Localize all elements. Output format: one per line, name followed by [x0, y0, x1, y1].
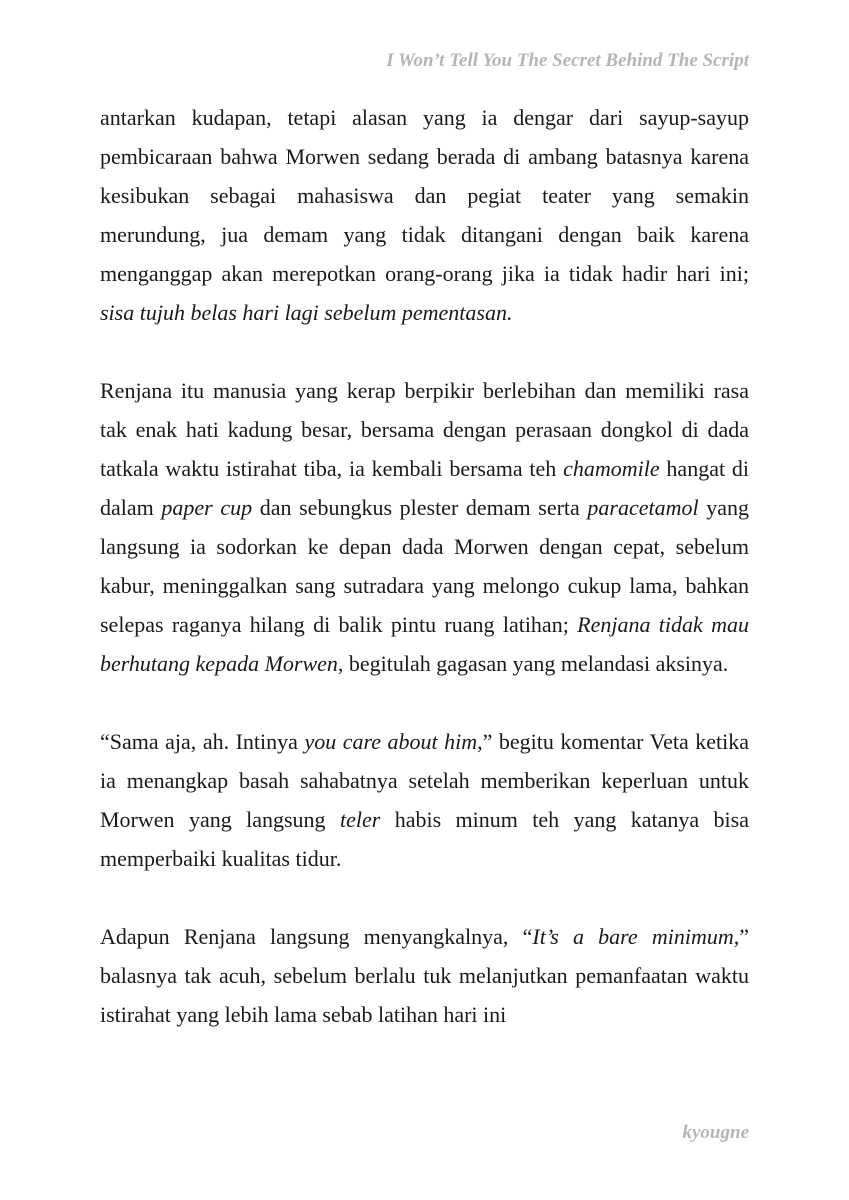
- text-segment: Adapun Renjana langsung menyangkalnya, “: [100, 924, 533, 949]
- text-segment: habis minum teh yang katanya bisa memperbaiki kualitas tidur.: [100, 807, 749, 871]
- text-segment: , begitulah gagasan yang melandasi aksinya.: [337, 651, 729, 676]
- text-segment: ,” begitu komentar Veta ketika ia menangkap basah sahabatnya setelah memberikan keperluan untuk Morwen yang langsung: [100, 729, 749, 832]
- paragraph: [100, 98, 749, 332]
- text-segment: Renjana itu manusia yang kerap berpikir berlebihan dan memiliki rasa tak enak hati kadung besar, bersama dengan perasaan dongkol di dada tatkala waktu istirahat tiba, ia kembali bersama teh: [100, 378, 749, 481]
- text-segment: hangat di dalam: [100, 456, 749, 520]
- body-text: [100, 98, 749, 1034]
- text-segment: antarkan kudapan, tetapi alasan yang ia dengar dari sayup-sayup pembicaraan bahwa Morwen sedang berada di ambang batasnya karena kesibukan sebagai mahasiswa dan pegiat teater yang semakin merundung, jua demam yang tidak ditangani dengan baik karena menganggap akan merepotkan orang-orang jika ia tidak hadir hari ini;: [100, 105, 749, 286]
- text-segment: “Sama aja, ah. Intinya: [100, 729, 305, 754]
- italic-segment: teler: [339, 807, 381, 832]
- running-footer: kyougne: [682, 1122, 749, 1143]
- running-header: I Won’t Tell You The Secret Behind The Script: [386, 50, 749, 71]
- italic-segment: paracetamol: [587, 495, 699, 520]
- italic-segment: sisa tujuh belas hari lagi sebelum pementasan.: [100, 300, 513, 325]
- italic-segment: you care about him: [304, 729, 478, 754]
- italic-segment: It’s a bare minimum: [532, 924, 734, 949]
- paragraph: [100, 371, 749, 683]
- text-segment: yang langsung ia sodorkan ke depan dada Morwen dengan cepat, sebelum kabur, meninggalkan sang sutradara yang melongo cukup lama, bahkan selepas raganya hilang di balik pintu ruang latihan;: [100, 495, 750, 637]
- italic-segment: chamomile: [563, 456, 660, 481]
- italic-segment: paper cup: [161, 495, 253, 520]
- text-segment: ,” balasnya tak acuh, sebelum berlalu tuk melanjutkan pemanfaatan waktu istirahat yang lebih lama sebab latihan hari ini: [100, 924, 750, 1027]
- paragraph: [100, 722, 749, 878]
- text-segment: dan sebungkus plester demam serta: [252, 495, 588, 520]
- italic-segment: Renjana tidak mau berhutang kepada Morwen: [100, 612, 749, 676]
- paragraph: [100, 917, 749, 1034]
